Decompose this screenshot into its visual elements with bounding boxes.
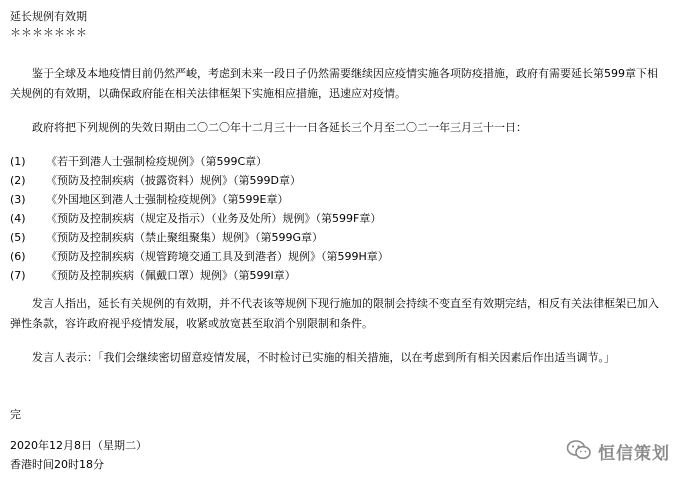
paragraph-1: 鉴于全球及本地疫情目前仍然严峻，考虑到未来一段日子仍然需要继续因应疫情实施各项防疫措施，政府有需要延长第599章下相关规例的有效期，以确保政府能在相关法律框架下实施相应措施，迅速应对疫情。 bbox=[10, 67, 658, 100]
list-item-text: 《外国地区到港人士强制检疫规例》（第599E章） bbox=[46, 193, 289, 206]
paragraph-3: 发言人指出，延长有关规例的有效期，并不代表该等规例下现行施加的限制会持续不变直至有效期完结，相反有关法律框架已加入弹性条款，容许政府视乎疫情发展，收紧或放宽甚至取消个别限制和条件。 bbox=[10, 297, 659, 330]
list-item-number: (1) bbox=[10, 155, 26, 168]
time-line: 香港时间20时18分 bbox=[10, 458, 104, 471]
doc-title: 延长规例有效期 bbox=[10, 10, 87, 23]
watermark-text: 恒信策划 bbox=[598, 444, 670, 464]
list-item bbox=[10, 171, 389, 190]
list-item-text: 《预防及控制疾病（佩戴口罩）规例》（第599I章） bbox=[46, 269, 296, 282]
list-item bbox=[10, 209, 389, 228]
list-item bbox=[10, 266, 389, 285]
list-item-text: 《预防及控制疾病（披露资料）规例》（第599D章） bbox=[46, 174, 301, 187]
list-item-text: 《预防及控制疾病（规定及指示）（业务及处所）规例》（第599F章） bbox=[46, 212, 382, 225]
paragraph-2: 政府将把下列规例的失效日期由二〇二〇年十二月三十一日各延长三个月至二〇二一年三月三十一日： bbox=[32, 121, 527, 134]
list-item-number: (5) bbox=[10, 231, 26, 244]
paragraph-4: 发言人表示：「我们会继续密切留意疫情发展，不时检讨已实施的相关措施，以在考虑到所有相关因素后作出适当调节。」 bbox=[32, 351, 615, 364]
list-item-number: (4) bbox=[10, 212, 26, 225]
regulation-list bbox=[10, 152, 389, 285]
wechat-icon bbox=[566, 439, 592, 464]
watermark bbox=[566, 439, 670, 464]
list-item-number: (3) bbox=[10, 193, 26, 206]
end-mark: 完 bbox=[10, 408, 21, 421]
list-item bbox=[10, 228, 389, 247]
list-item bbox=[10, 152, 389, 171]
list-item-number: (2) bbox=[10, 174, 26, 187]
list-item-number: (7) bbox=[10, 269, 26, 282]
title-underline: ＊＊＊＊＊＊＊ bbox=[10, 26, 87, 39]
list-item-text: 《预防及控制疾病（禁止聚组聚集）规例》（第599G章） bbox=[46, 231, 324, 244]
list-item-text: 《若干到港人士强制检疫规例》（第599C章） bbox=[46, 155, 268, 168]
list-item bbox=[10, 247, 389, 266]
list-item-text: 《预防及控制疾病（规管跨境交通工具及到港者）规例》（第599H章） bbox=[46, 250, 389, 263]
list-item bbox=[10, 190, 389, 209]
date-line: 2020年12月8日（星期二） bbox=[10, 439, 147, 452]
list-item-number: (6) bbox=[10, 250, 26, 263]
